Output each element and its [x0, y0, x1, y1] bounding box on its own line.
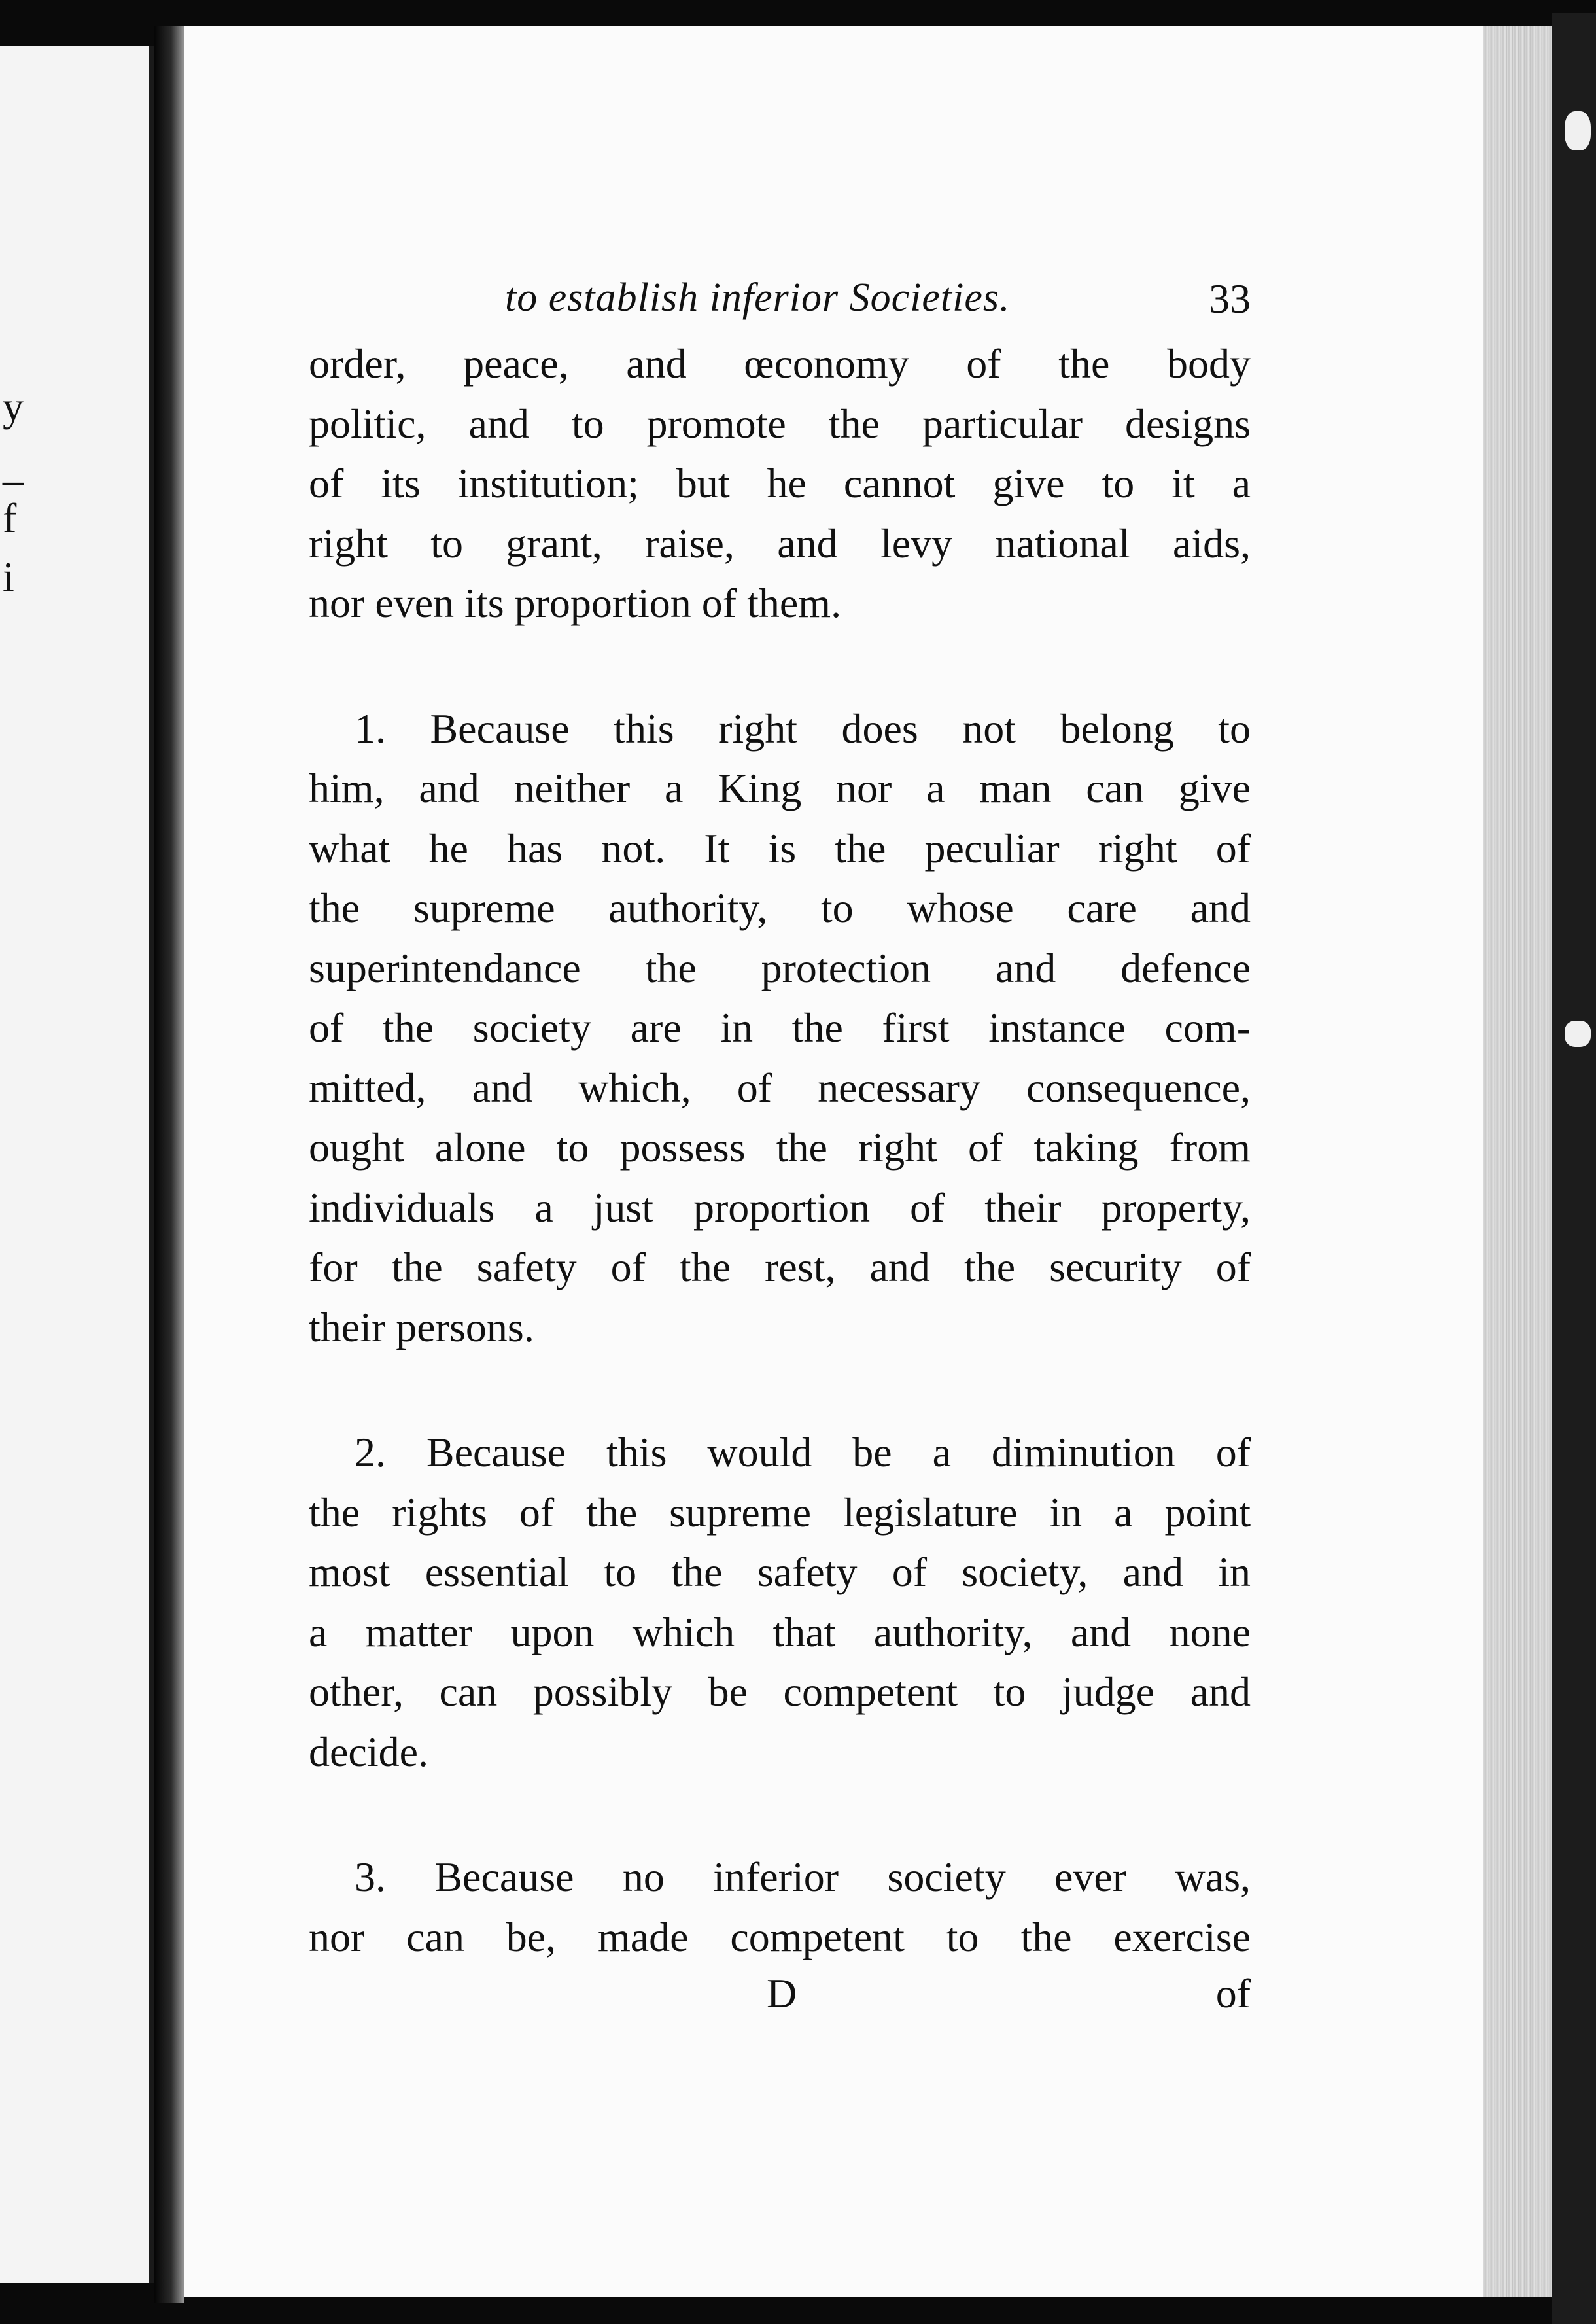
text-line: ought alone to possess the right of taking from: [309, 1124, 1251, 1171]
paragraph-numbered: [309, 1422, 1251, 1782]
running-head: [309, 262, 1251, 334]
text-line: order, peace, and œconomy of the body: [309, 340, 1251, 387]
book-cover-edge: [1552, 13, 1596, 2324]
left-facing-page: [0, 46, 154, 2283]
text-line: right to grant, raise, and levy national aids,: [309, 519, 1251, 567]
text-line: a matter upon which that authority, and none: [309, 1608, 1251, 1655]
text-line: 3. Because no inferior society ever was,: [355, 1854, 1251, 1900]
catchword: of: [1215, 1970, 1251, 2016]
text-line: of the society are in the first instance com-: [309, 1004, 1251, 1051]
text-line: most essential to the safety of society, and in: [309, 1549, 1251, 1595]
catchline: [309, 1969, 1251, 2028]
text-line: individuals a just proportion of their property,: [309, 1184, 1251, 1231]
text-block: [309, 262, 1251, 2028]
paragraph-numbered: [309, 1847, 1251, 1967]
page-number: 33: [1209, 275, 1251, 322]
left-page-fragment: f: [3, 495, 17, 541]
text-line: for the safety of the rest, and the security of: [309, 1244, 1251, 1290]
text-line: the rights of the supreme legislature in a point: [309, 1488, 1251, 1536]
left-page-fragment: y: [3, 383, 24, 430]
text-line: politic, and to promote the particular designs: [309, 400, 1251, 447]
running-head-title: to establish inferior Societies.: [505, 275, 1011, 320]
book-spine-shadow: [154, 26, 184, 2303]
text-line: the supreme authority, to whose care and: [309, 885, 1251, 931]
text-line: him, and neither a King nor a man can give: [309, 765, 1251, 811]
text-line: other, can possibly be competent to judge and: [309, 1668, 1251, 1715]
text-line: mitted, and which, of necessary consequence,: [309, 1064, 1251, 1111]
text-line: superintendance the protection and defence: [309, 944, 1251, 991]
book-page: [184, 26, 1483, 2297]
text-line: decide.: [309, 1728, 428, 1775]
text-line: what he has not. It is the peculiar right of: [309, 824, 1251, 872]
text-line: nor can be, made competent to the exercise: [309, 1913, 1251, 1960]
paragraph-numbered: [309, 699, 1251, 1358]
text-line: their persons.: [309, 1303, 534, 1350]
cover-mark: [1565, 1021, 1591, 1047]
left-page-fragment: _: [3, 442, 24, 489]
paragraph: [309, 334, 1251, 633]
signature-mark: D: [767, 1970, 797, 2016]
page-block-edges: [1483, 26, 1552, 2297]
text-line: nor even its proportion of them.: [309, 580, 842, 626]
left-page-fragment: i: [3, 554, 14, 600]
text-line: 2. Because this would be a diminution of: [355, 1429, 1251, 1475]
text-line: of its institution; but he cannot give to it a: [309, 460, 1251, 506]
cover-mark: [1565, 111, 1591, 150]
text-line: 1. Because this right does not belong to: [355, 705, 1251, 752]
